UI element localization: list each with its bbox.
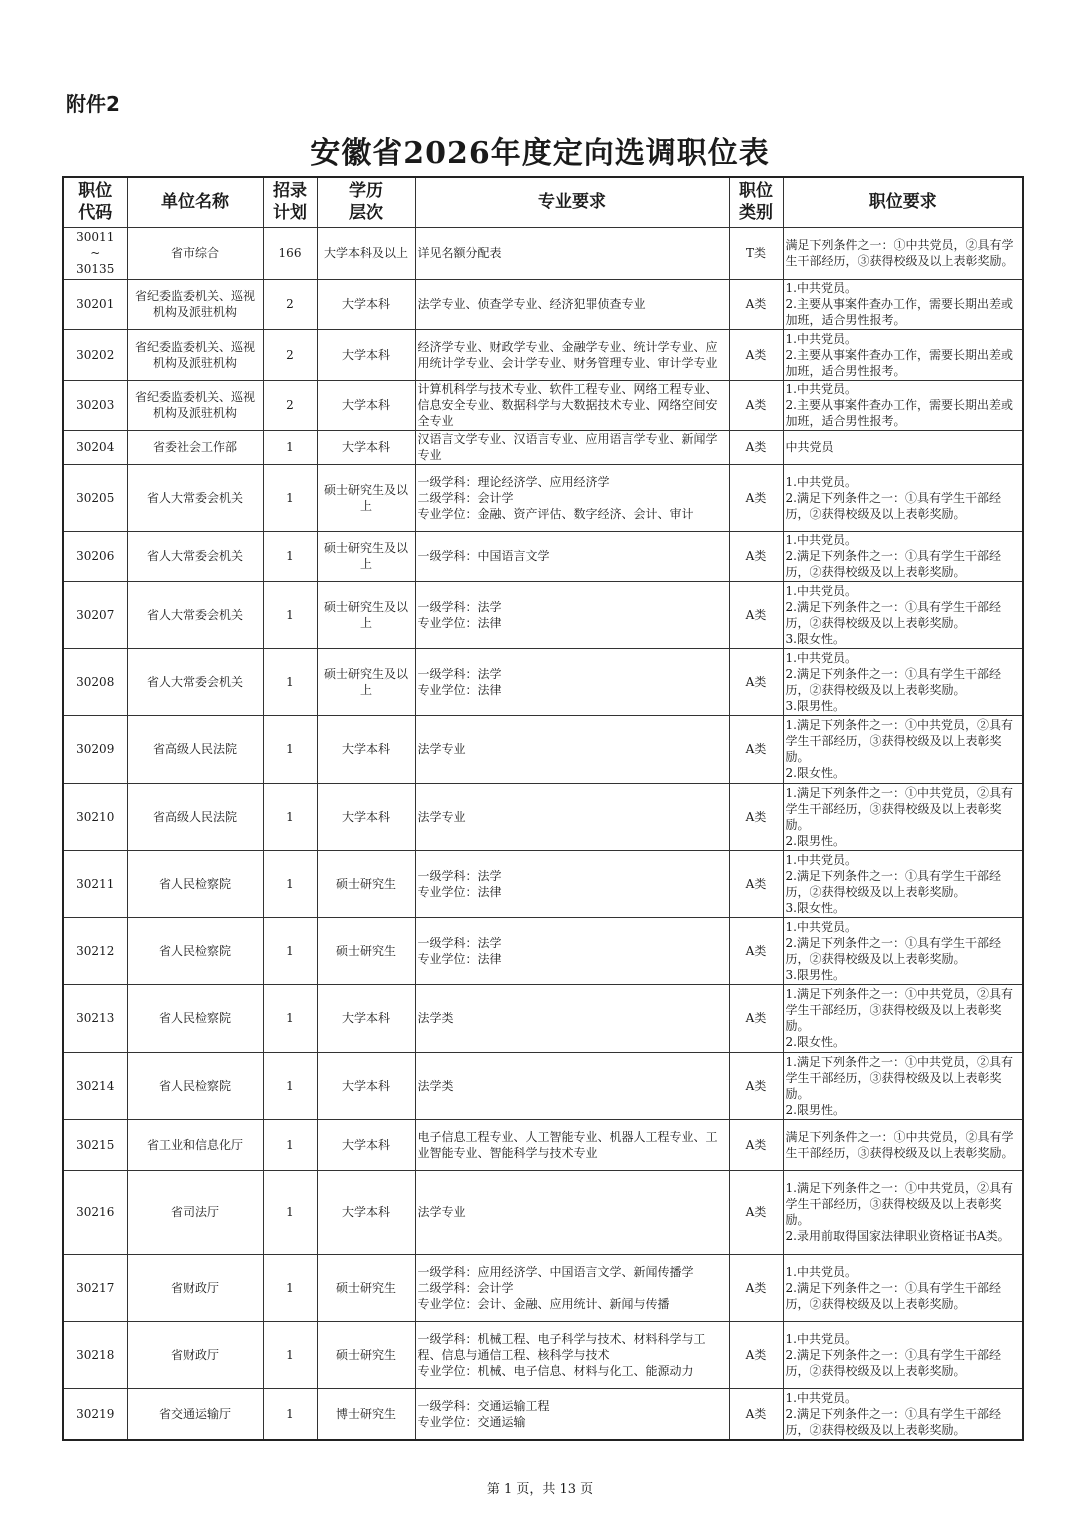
cell-category: A类 [729,917,783,984]
cell-unit: 省人大常委会机关 [127,464,263,531]
cell-education: 大学本科 [317,984,415,1052]
page-footer: 第 1 页，共 13 页 [486,1482,594,1497]
cell-requirements: 1.中共党员。 2.满足下列条件之一：①具有学生干部经历，②获得校级及以上表彰奖励。 [783,1254,1023,1321]
cell-major: 法学专业 [415,783,729,850]
cell-category: A类 [729,279,783,329]
cell-category: A类 [729,783,783,850]
header-code: 职位 代码 [63,177,127,227]
cell-education: 大学本科 [317,430,415,464]
cell-unit: 省司法厅 [127,1170,263,1254]
cell-requirements: 1.满足下列条件之一：①中共党员，②具有学生干部经历，③获得校级及以上表彰奖励。 2.限男性。 [783,783,1023,850]
cell-category: A类 [729,1388,783,1440]
cell-major: 法学专业 [415,715,729,783]
cell-education: 大学本科 [317,380,415,430]
table-row [63,715,1023,783]
cell-code: 30011 ~ 30135 [63,227,127,279]
cell-plan: 2 [263,329,317,380]
cell-unit: 省人民检察院 [127,850,263,917]
cell-plan: 2 [263,380,317,430]
header-major: 专业要求 [415,177,729,227]
cell-plan: 1 [263,531,317,581]
cell-education: 大学本科 [317,715,415,783]
table-body [63,227,1023,1440]
table-row [63,1254,1023,1321]
header-education: 学历 层次 [317,177,415,227]
table-row [63,329,1023,380]
cell-education: 硕士研究生 [317,850,415,917]
cell-education: 硕士研究生及以上 [317,648,415,715]
cell-education: 大学本科 [317,1052,415,1119]
cell-unit: 省财政厅 [127,1321,263,1388]
cell-plan: 1 [263,430,317,464]
cell-plan: 1 [263,984,317,1052]
cell-major: 一级学科：法学 专业学位：法律 [415,648,729,715]
cell-major: 详见名额分配表 [415,227,729,279]
cell-requirements: 1.中共党员。 2.满足下列条件之一：①具有学生干部经历，②获得校级及以上表彰奖励。 [783,531,1023,581]
cell-requirements: 中共党员 [783,430,1023,464]
cell-education: 博士研究生 [317,1388,415,1440]
cell-plan: 1 [263,917,317,984]
cell-category: A类 [729,581,783,648]
header-plan: 招录 计划 [263,177,317,227]
cell-requirements: 1.满足下列条件之一：①中共党员，②具有学生干部经历，③获得校级及以上表彰奖励。 2.录用前取得国家法律职业资格证书A类。 [783,1170,1023,1254]
cell-category: A类 [729,1170,783,1254]
cell-plan: 2 [263,279,317,329]
cell-code: 30207 [63,581,127,648]
cell-major: 一级学科：中国语言文学 [415,531,729,581]
cell-code: 30215 [63,1119,127,1170]
cell-code: 30205 [63,464,127,531]
cell-plan: 1 [263,648,317,715]
cell-plan: 1 [263,1170,317,1254]
cell-education: 硕士研究生及以上 [317,531,415,581]
cell-major: 一级学科：交通运输工程 专业学位：交通运输 [415,1388,729,1440]
position-table [62,176,1024,1441]
cell-category: A类 [729,1321,783,1388]
cell-education: 大学本科及以上 [317,227,415,279]
table-row [63,850,1023,917]
cell-requirements: 1.中共党员。 2.满足下列条件之一：①具有学生干部经历，②获得校级及以上表彰奖励。 [783,464,1023,531]
cell-code: 30219 [63,1388,127,1440]
cell-category: A类 [729,984,783,1052]
cell-plan: 1 [263,715,317,783]
cell-category: A类 [729,430,783,464]
cell-plan: 1 [263,1321,317,1388]
cell-unit: 省委社会工作部 [127,430,263,464]
cell-category: A类 [729,715,783,783]
cell-category: A类 [729,1119,783,1170]
cell-plan: 1 [263,1254,317,1321]
cell-major: 法学类 [415,984,729,1052]
table-row [63,581,1023,648]
cell-unit: 省工业和信息化厅 [127,1119,263,1170]
cell-education: 硕士研究生及以上 [317,581,415,648]
cell-code: 30206 [63,531,127,581]
table-row [63,1052,1023,1119]
header-unit: 单位名称 [127,177,263,227]
cell-code: 30210 [63,783,127,850]
cell-education: 大学本科 [317,1119,415,1170]
table-row [63,1170,1023,1254]
cell-requirements: 1.满足下列条件之一：①中共党员，②具有学生干部经历，③获得校级及以上表彰奖励。 2.限男性。 [783,1052,1023,1119]
cell-major: 法学专业 [415,1170,729,1254]
cell-category: A类 [729,1254,783,1321]
table-row [63,430,1023,464]
cell-category: A类 [729,648,783,715]
header-category: 职位 类别 [729,177,783,227]
cell-major: 一级学科：理论经济学、应用经济学 二级学科：会计学 专业学位：金融、资产评估、数字经济、会计、审计 [415,464,729,531]
cell-unit: 省财政厅 [127,1254,263,1321]
cell-education: 硕士研究生 [317,1254,415,1321]
cell-unit: 省市综合 [127,227,263,279]
cell-category: A类 [729,380,783,430]
cell-major: 经济学专业、财政学专业、金融学专业、统计学专业、应用统计学专业、会计学专业、财务管理专业、审计学专业 [415,329,729,380]
table-row [63,531,1023,581]
cell-code: 30201 [63,279,127,329]
header-requirements: 职位要求 [783,177,1023,227]
cell-code: 30211 [63,850,127,917]
table-header-row [63,177,1023,227]
cell-code: 30214 [63,1052,127,1119]
cell-education: 硕士研究生 [317,917,415,984]
table-row [63,917,1023,984]
cell-requirements: 1.中共党员。 2.满足下列条件之一：①具有学生干部经历，②获得校级及以上表彰奖励。 3.限男性。 [783,917,1023,984]
attachment-label: 附件2 [66,92,120,116]
cell-unit: 省交通运输厅 [127,1388,263,1440]
cell-unit: 省高级人民法院 [127,715,263,783]
cell-major: 一级学科：法学 专业学位：法律 [415,850,729,917]
cell-plan: 1 [263,1388,317,1440]
cell-code: 30208 [63,648,127,715]
table-row [63,380,1023,430]
cell-major: 一级学科：机械工程、电子科学与技术、材料科学与工程、信息与通信工程、核科学与技术 专业学位：机械、电子信息、材料与化工、能源动力 [415,1321,729,1388]
cell-unit: 省人大常委会机关 [127,581,263,648]
table-row [63,1321,1023,1388]
cell-code: 30204 [63,430,127,464]
cell-code: 30203 [63,380,127,430]
cell-plan: 166 [263,227,317,279]
cell-plan: 1 [263,581,317,648]
cell-requirements: 1.中共党员。 2.主要从事案件查办工作，需要长期出差或加班，适合男性报考。 [783,329,1023,380]
cell-requirements: 1.中共党员。 2.满足下列条件之一：①具有学生干部经历，②获得校级及以上表彰奖励。 3.限女性。 [783,581,1023,648]
table-row [63,1388,1023,1440]
cell-requirements: 1.中共党员。 2.满足下列条件之一：①具有学生干部经历，②获得校级及以上表彰奖励。 [783,1321,1023,1388]
cell-code: 30217 [63,1254,127,1321]
cell-code: 30202 [63,329,127,380]
cell-requirements: 1.满足下列条件之一：①中共党员，②具有学生干部经历，③获得校级及以上表彰奖励。 2.限女性。 [783,715,1023,783]
table-row [63,227,1023,279]
cell-requirements: 1.中共党员。 2.满足下列条件之一：①具有学生干部经历，②获得校级及以上表彰奖励。 [783,1388,1023,1440]
table-row [63,464,1023,531]
table-row [63,648,1023,715]
table-row [63,783,1023,850]
cell-unit: 省人民检察院 [127,984,263,1052]
cell-requirements: 1.中共党员。 2.满足下列条件之一：①具有学生干部经历，②获得校级及以上表彰奖励。 3.限女性。 [783,850,1023,917]
cell-category: A类 [729,531,783,581]
cell-education: 大学本科 [317,783,415,850]
cell-category: A类 [729,850,783,917]
cell-major: 电子信息工程专业、人工智能专业、机器人工程专业、工业智能专业、智能科学与技术专业 [415,1119,729,1170]
cell-unit: 省人民检察院 [127,917,263,984]
cell-unit: 省人民检察院 [127,1052,263,1119]
cell-unit: 省纪委监委机关、巡视机构及派驻机构 [127,279,263,329]
cell-major: 法学类 [415,1052,729,1119]
cell-requirements: 1.中共党员。 2.主要从事案件查办工作，需要长期出差或加班，适合男性报考。 [783,279,1023,329]
cell-category: T类 [729,227,783,279]
cell-code: 30218 [63,1321,127,1388]
cell-education: 大学本科 [317,1170,415,1254]
cell-major: 一级学科：应用经济学、中国语言文学、新闻传播学 二级学科：会计学 专业学位：会计、金融、应用统计、新闻与传播 [415,1254,729,1321]
cell-unit: 省人大常委会机关 [127,531,263,581]
cell-code: 30213 [63,984,127,1052]
cell-major: 法学专业、侦查学专业、经济犯罪侦查专业 [415,279,729,329]
cell-code: 30209 [63,715,127,783]
cell-unit: 省高级人民法院 [127,783,263,850]
cell-major: 一级学科：法学 专业学位：法律 [415,581,729,648]
cell-major: 一级学科：法学 专业学位：法律 [415,917,729,984]
cell-education: 硕士研究生 [317,1321,415,1388]
cell-category: A类 [729,1052,783,1119]
cell-major: 汉语言文学专业、汉语言专业、应用语言学专业、新闻学专业 [415,430,729,464]
cell-requirements: 1.满足下列条件之一：①中共党员，②具有学生干部经历，③获得校级及以上表彰奖励。 2.限女性。 [783,984,1023,1052]
cell-education: 大学本科 [317,329,415,380]
cell-code: 30212 [63,917,127,984]
table-row [63,279,1023,329]
cell-requirements: 满足下列条件之一：①中共党员，②具有学生干部经历，③获得校级及以上表彰奖励。 [783,227,1023,279]
cell-major: 计算机科学与技术专业、软件工程专业、网络工程专业、信息安全专业、数据科学与大数据技术专业、网络空间安全专业 [415,380,729,430]
cell-requirements: 满足下列条件之一：①中共党员，②具有学生干部经历，③获得校级及以上表彰奖励。 [783,1119,1023,1170]
cell-plan: 1 [263,850,317,917]
cell-code: 30216 [63,1170,127,1254]
cell-plan: 1 [263,464,317,531]
cell-requirements: 1.中共党员。 2.主要从事案件查办工作，需要长期出差或加班，适合男性报考。 [783,380,1023,430]
page-title: 安徽省2026年度定向选调职位表 [310,136,770,171]
cell-plan: 1 [263,1119,317,1170]
cell-plan: 1 [263,1052,317,1119]
cell-category: A类 [729,464,783,531]
table-row [63,1119,1023,1170]
cell-unit: 省纪委监委机关、巡视机构及派驻机构 [127,329,263,380]
cell-unit: 省纪委监委机关、巡视机构及派驻机构 [127,380,263,430]
cell-education: 大学本科 [317,279,415,329]
cell-unit: 省人大常委会机关 [127,648,263,715]
cell-category: A类 [729,329,783,380]
cell-requirements: 1.中共党员。 2.满足下列条件之一：①具有学生干部经历，②获得校级及以上表彰奖励。 3.限男性。 [783,648,1023,715]
cell-education: 硕士研究生及以上 [317,464,415,531]
table-row [63,984,1023,1052]
cell-plan: 1 [263,783,317,850]
